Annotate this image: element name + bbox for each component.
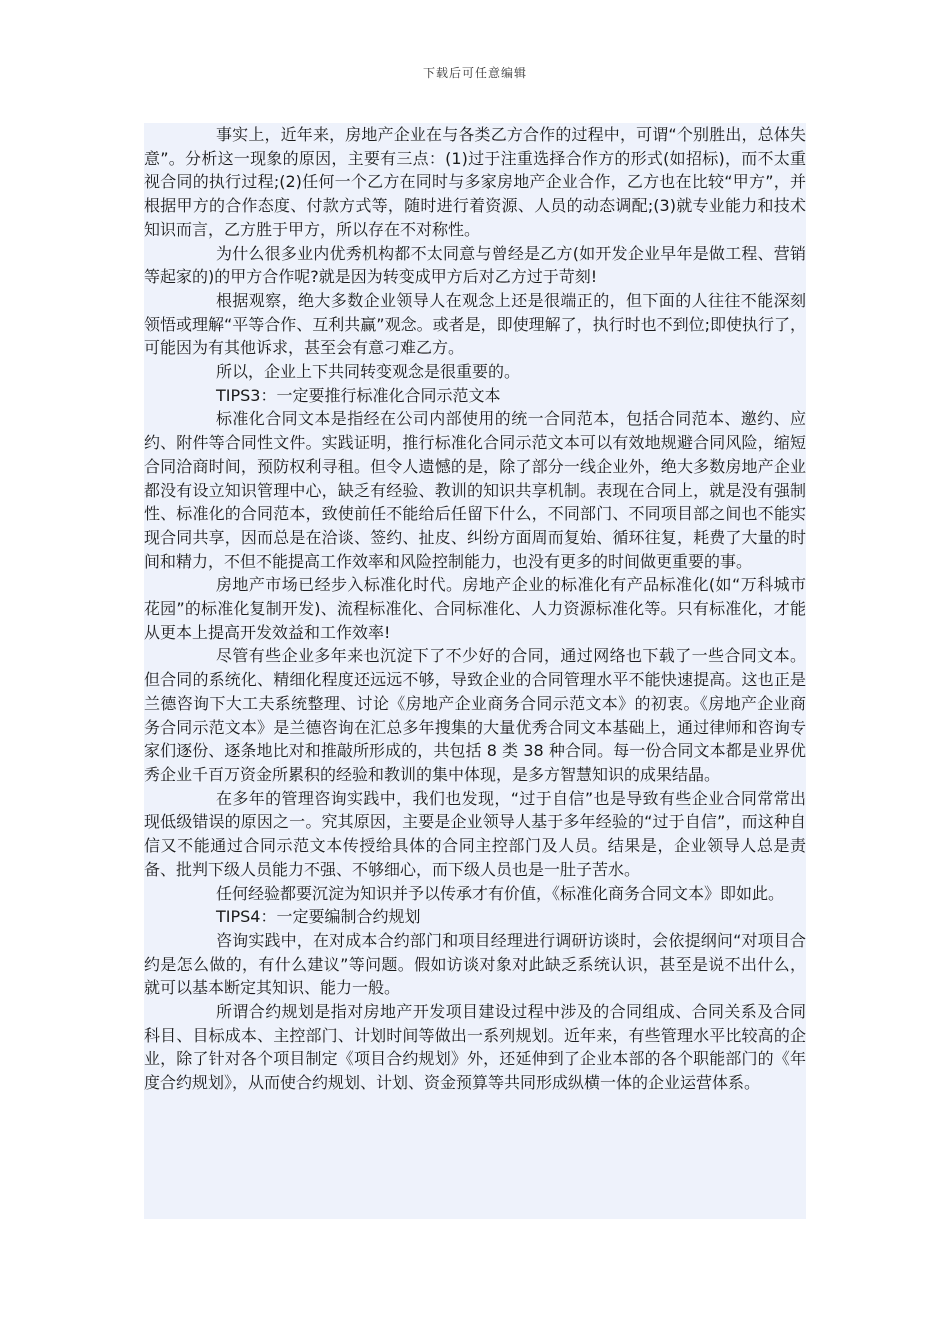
paragraph: 房地产市场已经步入标准化时代。房地产企业的标准化有产品标准化(如“万科城市花园”的标准化复制开发)、流程标准化、合同标准化、人力资源标准化等。只有标准化，才能从更本上提高开发效益和工作效率! (144, 575, 806, 642)
section-heading-tips4: TIPS4：一定要编制合约规划 (216, 907, 421, 927)
document-body (144, 123, 806, 1219)
paragraph: 所谓合约规划是指对房地产开发项目建设过程中涉及的合同组成、合同关系及合同科目、目标成本、主控部门、计划时间等做出一系列规划。近年来，有些管理水平比较高的企业，除了针对各个项目制定《项目合约规划》外，还延伸到了企业本部的各个职能部门的《年度合约规划》，从而使合约规划、计划、资金预算等共同形成纵横一体的企业运营体系。 (144, 1002, 806, 1093)
paragraph: 尽管有些企业多年来也沉淀下了不少好的合同，通过网络也下载了一些合同文本。但合同的系统化、精细化程度还远远不够，导致企业的合同管理水平不能快速提高。这也正是兰德咨询下大工夫系统整理、讨论《房地产企业商务合同示范文本》的初衷。《房地产企业商务合同示范文本》是兰德咨询在汇总多年搜集的大量优秀合同文本基础上，通过律师和咨询专家们逐份、逐条地比对和推敲所形成的，共包括 8 类 38 种合同。每一份合同文本都是业界优秀企业千百万资金所累积的经验和教训的集中体现，是多方智慧知识的成果结晶。 (144, 646, 806, 784)
paragraph: 事实上，近年来，房地产企业在与各类乙方合作的过程中，可谓“个别胜出，总体失意”。分析这一现象的原因，主要有三点：(1)过于注重选择合作方的形式(如招标)，而不太重视合同的执行过程;(2)任何一个乙方在同时与多家房地产企业合作，乙方也在比较“甲方”，并根据甲方的合作态度、付款方式等，随时进行着资源、人员的动态调配;(3)就专业能力和技术知识而言，乙方胜于甲方，所以存在不对称性。 (144, 125, 806, 239)
paragraph: 所以，企业上下共同转变观念是很重要的。 (216, 362, 521, 382)
paragraph: 标准化合同文本是指经在公司内部使用的统一合同范本，包括合同范本、邀约、应约、附件等合同性文件。实践证明，推行标准化合同示范文本可以有效地规避合同风险，缩短合同洽商时间，预防权利寻租。但令人遗憾的是，除了部分一线企业外，绝大多数房地产企业都没有设立知识管理中心，缺乏有经验、教训的知识共享机制。表现在合同上，就是没有强制性、标准化的合同范本，致使前任不能给后任留下什么，不同部门、不同项目部之间也不能实现合同共享，因而总是在洽谈、签约、扯皮、纠纷方面周而复始、循环往复，耗费了大量的时间和精力，不但不能提高工作效率和风险控制能力，也没有更多的时间做更重要的事。 (144, 409, 806, 571)
paragraph: 任何经验都要沉淀为知识并予以传承才有价值，《标准化商务合同文本》即如此。 (216, 883, 785, 903)
paragraph: 根据观察，绝大多数企业领导人在观念上还是很端正的，但下面的人往往不能深刻领悟或理解“平等合作、互利共赢”观念。或者是，即使理解了，执行时也不到位;即使执行了，可能因为有其他诉求，甚至会有意刁难乙方。 (144, 290, 806, 358)
paragraph: 在多年的管理咨询实践中，我们也发现，“过于自信”也是导致有些企业合同常常出现低级错误的原因之一。究其原因，主要是企业领导人基于多年经验的“过于自信”，而这种自信又不能通过合同示范文本传授给具体的合同主控部门及人员。结果是，企业领导人总是责备、批判下级人员能力不强、不够细心，而下级人员也是一肚子苦水。 (144, 788, 806, 879)
page-header: 下载后可任意编辑 (422, 66, 527, 80)
paragraph: 为什么很多业内优秀机构都不太同意与曾经是乙方(如开发企业早年是做工程、营销等起家的)的甲方合作呢?就是因为转变成甲方后对乙方过于苛刻! (144, 243, 806, 287)
section-heading-tips3: TIPS3：一定要推行标准化合同示范文本 (216, 385, 501, 405)
paragraph: 咨询实践中，在对成本合约部门和项目经理进行调研访谈时，会依提纲问“对项目合约是怎么做的，有什么建议”等问题。假如访谈对象对此缺乏系统认识，甚至是说不出什么，就可以基本断定其知识、能力一般。 (144, 930, 806, 998)
